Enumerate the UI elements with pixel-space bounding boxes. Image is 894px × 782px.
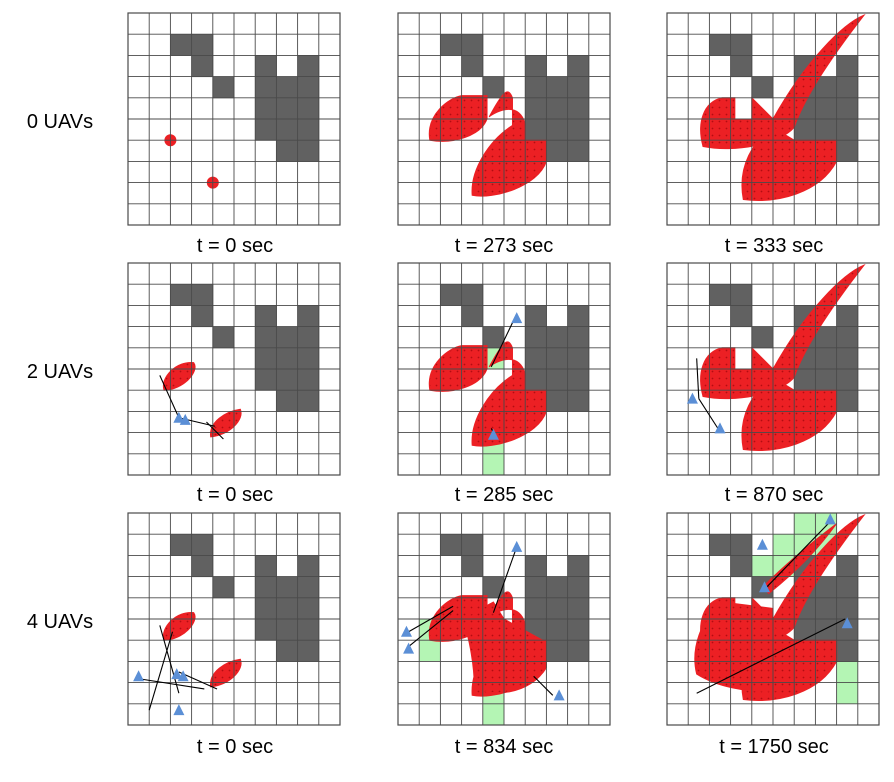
obstacle-cell bbox=[709, 284, 731, 306]
uav-triangle-icon bbox=[757, 539, 768, 550]
panel-r1-c1 bbox=[398, 263, 610, 475]
obstacle-cell bbox=[192, 34, 214, 56]
fire-region bbox=[429, 346, 487, 392]
obstacle-cell bbox=[192, 284, 214, 306]
obstacle-cell bbox=[298, 369, 320, 391]
obstacle-cell bbox=[298, 555, 320, 577]
obstacle-cell bbox=[568, 77, 590, 99]
obstacle-cell bbox=[837, 640, 859, 662]
obstacle-cell bbox=[546, 348, 568, 370]
uav-link-line bbox=[149, 632, 172, 710]
obstacle-cell bbox=[298, 348, 320, 370]
uav-link-line bbox=[534, 676, 553, 695]
obstacle-cell bbox=[192, 555, 214, 577]
obstacle-cell bbox=[568, 577, 590, 599]
obstacle-cell bbox=[731, 534, 753, 556]
obstacle-cell bbox=[298, 598, 320, 620]
obstacle-cell bbox=[213, 327, 235, 349]
uav-triangle-icon bbox=[403, 643, 414, 654]
obstacle-cell bbox=[568, 140, 590, 162]
obstacle-cell bbox=[255, 598, 277, 620]
uav-triangle-icon bbox=[173, 704, 184, 715]
time-label-r1-c2: t = 870 sec bbox=[724, 484, 824, 506]
obstacle-cell bbox=[815, 369, 837, 391]
uav-triangle-icon bbox=[511, 541, 522, 552]
uav-link-line bbox=[699, 399, 718, 429]
obstacle-cell bbox=[483, 77, 505, 99]
obstacle-cell bbox=[276, 327, 298, 349]
obstacle-cell bbox=[192, 55, 214, 77]
time-label-r2-c2: t = 1750 sec bbox=[719, 736, 829, 758]
observed-cell bbox=[837, 683, 858, 704]
fire-region bbox=[429, 96, 487, 142]
obstacle-cell bbox=[837, 119, 859, 141]
obstacle-cell bbox=[298, 140, 320, 162]
obstacle-cell bbox=[546, 98, 568, 120]
obstacle-cell bbox=[462, 284, 484, 306]
obstacle-cell bbox=[298, 119, 320, 141]
obstacle-cell bbox=[837, 55, 859, 77]
time-label-r0-c2: t = 333 sec bbox=[724, 235, 824, 257]
obstacle-cell bbox=[255, 369, 277, 391]
uav-link-line bbox=[697, 358, 699, 398]
time-label-r2-c1: t = 834 sec bbox=[454, 736, 554, 758]
observed-cell bbox=[837, 661, 858, 682]
obstacle-cell bbox=[731, 555, 753, 577]
obstacle-cell bbox=[255, 119, 277, 141]
obstacle-cell bbox=[752, 327, 774, 349]
obstacle-cell bbox=[568, 348, 590, 370]
obstacle-cell bbox=[837, 369, 859, 391]
obstacle-cell bbox=[462, 55, 484, 77]
row-label-2-uavs: 2 UAVs bbox=[26, 361, 94, 383]
panel-r1-c2 bbox=[667, 263, 879, 475]
obstacle-cell bbox=[837, 140, 859, 162]
obstacle-cell bbox=[255, 98, 277, 120]
obstacle-cell bbox=[546, 77, 568, 99]
obstacle-cell bbox=[568, 619, 590, 641]
obstacle-cell bbox=[298, 77, 320, 99]
uav-triangle-icon bbox=[133, 670, 144, 681]
obstacle-cell bbox=[440, 34, 462, 56]
obstacle-cell bbox=[462, 305, 484, 327]
obstacle-cell bbox=[525, 369, 547, 391]
obstacle-cell bbox=[794, 619, 816, 641]
obstacle-cell bbox=[276, 577, 298, 599]
obstacle-cell bbox=[815, 598, 837, 620]
obstacle-cell bbox=[255, 348, 277, 370]
observed-cell bbox=[794, 513, 815, 534]
obstacle-cell bbox=[525, 348, 547, 370]
observed-cell bbox=[773, 534, 794, 555]
obstacle-cell bbox=[462, 34, 484, 56]
obstacle-cell bbox=[213, 577, 235, 599]
obstacle-cell bbox=[276, 619, 298, 641]
obstacle-cell bbox=[298, 640, 320, 662]
obstacle-cell bbox=[546, 369, 568, 391]
observed-cell bbox=[419, 640, 440, 661]
obstacle-cell bbox=[837, 598, 859, 620]
obstacle-cell bbox=[298, 577, 320, 599]
obstacle-cell bbox=[298, 55, 320, 77]
panel-r0-c1 bbox=[398, 13, 610, 225]
uav-triangle-icon bbox=[554, 689, 565, 700]
row-label-4-uavs: 4 UAVs bbox=[26, 611, 94, 633]
obstacle-cell bbox=[255, 77, 277, 99]
obstacle-cell bbox=[568, 98, 590, 120]
obstacle-cell bbox=[525, 555, 547, 577]
obstacle-cell bbox=[568, 305, 590, 327]
obstacle-cell bbox=[546, 640, 568, 662]
observed-cell bbox=[752, 555, 773, 576]
obstacle-cell bbox=[546, 140, 568, 162]
time-label-r1-c1: t = 285 sec bbox=[454, 484, 554, 506]
obstacle-cell bbox=[794, 369, 816, 391]
time-label-r2-c0: t = 0 sec bbox=[196, 736, 274, 758]
obstacle-cell bbox=[276, 369, 298, 391]
time-label-r1-c0: t = 0 sec bbox=[196, 484, 274, 506]
obstacle-cell bbox=[568, 327, 590, 349]
obstacle-cell bbox=[276, 348, 298, 370]
obstacle-cell bbox=[568, 598, 590, 620]
obstacle-cell bbox=[525, 98, 547, 120]
panel-r0-c2 bbox=[667, 13, 879, 225]
obstacle-cell bbox=[276, 119, 298, 141]
obstacle-cell bbox=[255, 577, 277, 599]
obstacle-cell bbox=[255, 55, 277, 77]
obstacle-cell bbox=[546, 598, 568, 620]
obstacle-cell bbox=[255, 305, 277, 327]
obstacle-cell bbox=[837, 348, 859, 370]
obstacle-cell bbox=[440, 534, 462, 556]
obstacle-cell bbox=[255, 619, 277, 641]
obstacle-cell bbox=[298, 390, 320, 412]
obstacle-cell bbox=[731, 284, 753, 306]
obstacle-cell bbox=[546, 327, 568, 349]
obstacle-cell bbox=[568, 369, 590, 391]
obstacle-cell bbox=[525, 598, 547, 620]
obstacle-cell bbox=[170, 34, 192, 56]
panel-r0-c0 bbox=[128, 13, 340, 225]
obstacle-cell bbox=[276, 390, 298, 412]
obstacle-cell bbox=[298, 327, 320, 349]
obstacle-cell bbox=[837, 305, 859, 327]
obstacle-cell bbox=[568, 119, 590, 141]
obstacle-cell bbox=[837, 555, 859, 577]
obstacle-cell bbox=[525, 119, 547, 141]
obstacle-cell bbox=[837, 390, 859, 412]
obstacle-cell bbox=[815, 619, 837, 641]
obstacle-cell bbox=[255, 555, 277, 577]
obstacle-cell bbox=[525, 577, 547, 599]
obstacle-cell bbox=[568, 640, 590, 662]
obstacle-cell bbox=[525, 305, 547, 327]
obstacle-cell bbox=[255, 327, 277, 349]
obstacle-cell bbox=[483, 577, 505, 599]
obstacle-cell bbox=[731, 55, 753, 77]
obstacle-cell bbox=[462, 555, 484, 577]
fire-region bbox=[163, 612, 195, 640]
panel-r1-c0 bbox=[128, 263, 340, 475]
panel-r2-c2 bbox=[667, 513, 879, 725]
obstacle-cell bbox=[546, 119, 568, 141]
obstacle-cell bbox=[709, 534, 731, 556]
obstacle-cell bbox=[276, 640, 298, 662]
obstacle-cell bbox=[709, 34, 731, 56]
obstacle-cell bbox=[298, 98, 320, 120]
obstacle-cell bbox=[170, 284, 192, 306]
obstacle-cell bbox=[170, 534, 192, 556]
obstacle-cell bbox=[731, 34, 753, 56]
obstacle-cell bbox=[276, 140, 298, 162]
obstacle-cell bbox=[752, 77, 774, 99]
obstacle-cell bbox=[837, 327, 859, 349]
obstacle-cell bbox=[815, 98, 837, 120]
panel-r2-c1 bbox=[398, 513, 610, 725]
obstacle-cell bbox=[276, 98, 298, 120]
obstacle-cell bbox=[298, 305, 320, 327]
obstacle-cell bbox=[525, 77, 547, 99]
obstacle-cell bbox=[525, 327, 547, 349]
obstacle-cell bbox=[525, 55, 547, 77]
row-label-0-uavs: 0 UAVs bbox=[26, 111, 94, 133]
obstacle-cell bbox=[440, 284, 462, 306]
obstacle-cell bbox=[192, 534, 214, 556]
obstacle-cell bbox=[815, 348, 837, 370]
obstacle-cell bbox=[815, 119, 837, 141]
obstacle-cell bbox=[837, 98, 859, 120]
obstacle-cell bbox=[794, 119, 816, 141]
obstacle-cell bbox=[276, 598, 298, 620]
time-label-r0-c1: t = 273 sec bbox=[454, 235, 554, 257]
obstacle-cell bbox=[213, 77, 235, 99]
obstacle-cell bbox=[546, 577, 568, 599]
observed-cell bbox=[483, 454, 504, 475]
obstacle-cell bbox=[192, 305, 214, 327]
obstacle-cell bbox=[731, 305, 753, 327]
obstacle-cell bbox=[568, 390, 590, 412]
fire-region bbox=[163, 362, 195, 390]
obstacle-cell bbox=[568, 555, 590, 577]
obstacle-cell bbox=[837, 77, 859, 99]
obstacle-cell bbox=[546, 390, 568, 412]
obstacle-cell bbox=[298, 619, 320, 641]
time-label-r0-c0: t = 0 sec bbox=[196, 235, 274, 257]
obstacle-cell bbox=[462, 534, 484, 556]
uav-triangle-icon bbox=[511, 312, 522, 323]
obstacle-cell bbox=[837, 577, 859, 599]
observed-cell bbox=[483, 704, 504, 725]
obstacle-cell bbox=[276, 77, 298, 99]
obstacle-cell bbox=[568, 55, 590, 77]
obstacle-cell bbox=[546, 619, 568, 641]
panel-r2-c0 bbox=[128, 513, 340, 725]
uav-triangle-icon bbox=[715, 422, 726, 433]
